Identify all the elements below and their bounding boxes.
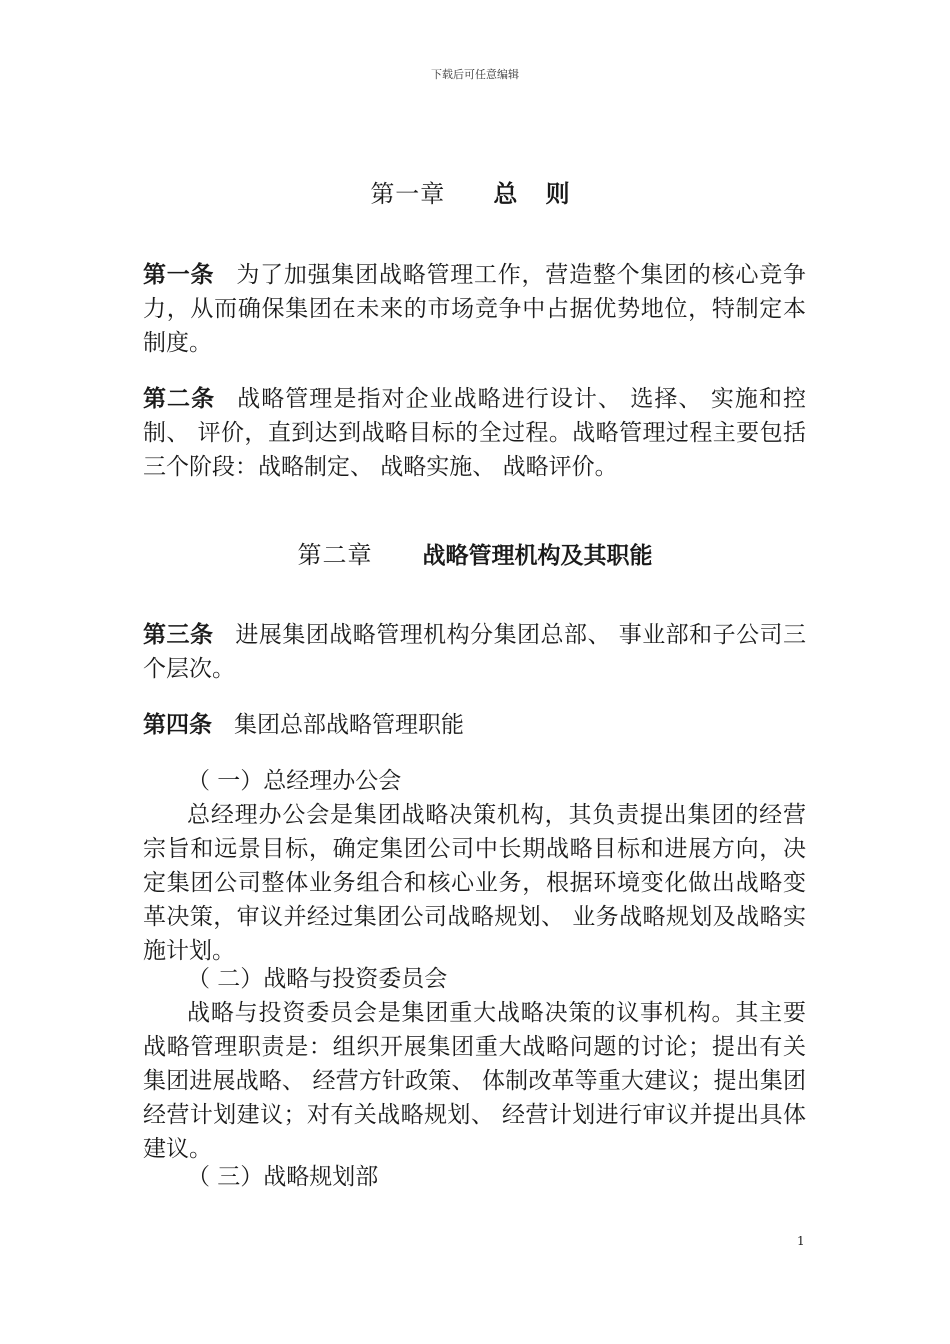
section-1-heading: （ 一）总经理办公会 xyxy=(187,768,402,794)
article-2-text: 战略管理是指对企业战略进行设计、 选择、 实施和控制、 评价，直到达到战略目标的全过程。战略管理过程主要包括三个阶段：战略制定、 战略实施、 战略评价。 xyxy=(143,386,807,480)
section-2-heading: （ 二）战略与投资委员会 xyxy=(187,966,448,992)
chapter-1-number: 第一章 xyxy=(370,180,446,208)
page-number: 1 xyxy=(797,1234,805,1248)
chapter-1-title: 总 则 xyxy=(493,180,580,208)
section-3-heading: （ 三）战略规划部 xyxy=(187,1164,379,1190)
article-3-label: 第三条 xyxy=(143,622,214,648)
article-4-label: 第四条 xyxy=(143,712,212,738)
chapter-2-heading xyxy=(0,535,950,570)
section-2-text: 战略与投资委员会是集团重大战略决策的议事机构。其主要战略管理职责是：组织开展集团重大战略问题的讨论；提出有关集团进展战略、 经营方针政策、 体制改革等重大建议；提出集团经营计划建议；对有关战略规划、 经营计划进行审议并提出具体建议。 xyxy=(143,1000,806,1162)
section-1-text: 总经理办公会是集团战略决策机构，其负责提出集团的经营宗旨和远景目标，确定集团公司中长期战略目标和进展方向，决定集团公司整体业务组合和核心业务，根据环境变化做出战略变革决策，审议并经过集团公司战略规划、 业务战略规划及战略实施计划。 xyxy=(143,802,806,964)
chapter-1-heading xyxy=(0,174,950,209)
article-1-label: 第一条 xyxy=(143,262,215,288)
article-4-text: 集团总部战略管理职能 xyxy=(234,712,464,738)
chapter-2-title: 战略管理机构及其职能 xyxy=(422,543,653,569)
article-2-label: 第二条 xyxy=(143,386,216,412)
article-2 xyxy=(143,382,806,484)
article-1 xyxy=(143,258,806,360)
article-3-text: 进展集团战略管理机构分集团总部、 事业部和子公司三个层次。 xyxy=(143,622,807,682)
article-3 xyxy=(143,618,806,686)
chapter-2-number: 第二章 xyxy=(297,541,373,569)
article-1-text: 为了加强集团战略管理工作，营造整个集团的核心竞争力，从而确保集团在未来的市场竞争中占据优势地位，特制定本制度。 xyxy=(143,262,807,356)
article-4 xyxy=(143,708,806,742)
page-header-note: 下载后可任意编辑 xyxy=(431,68,519,81)
